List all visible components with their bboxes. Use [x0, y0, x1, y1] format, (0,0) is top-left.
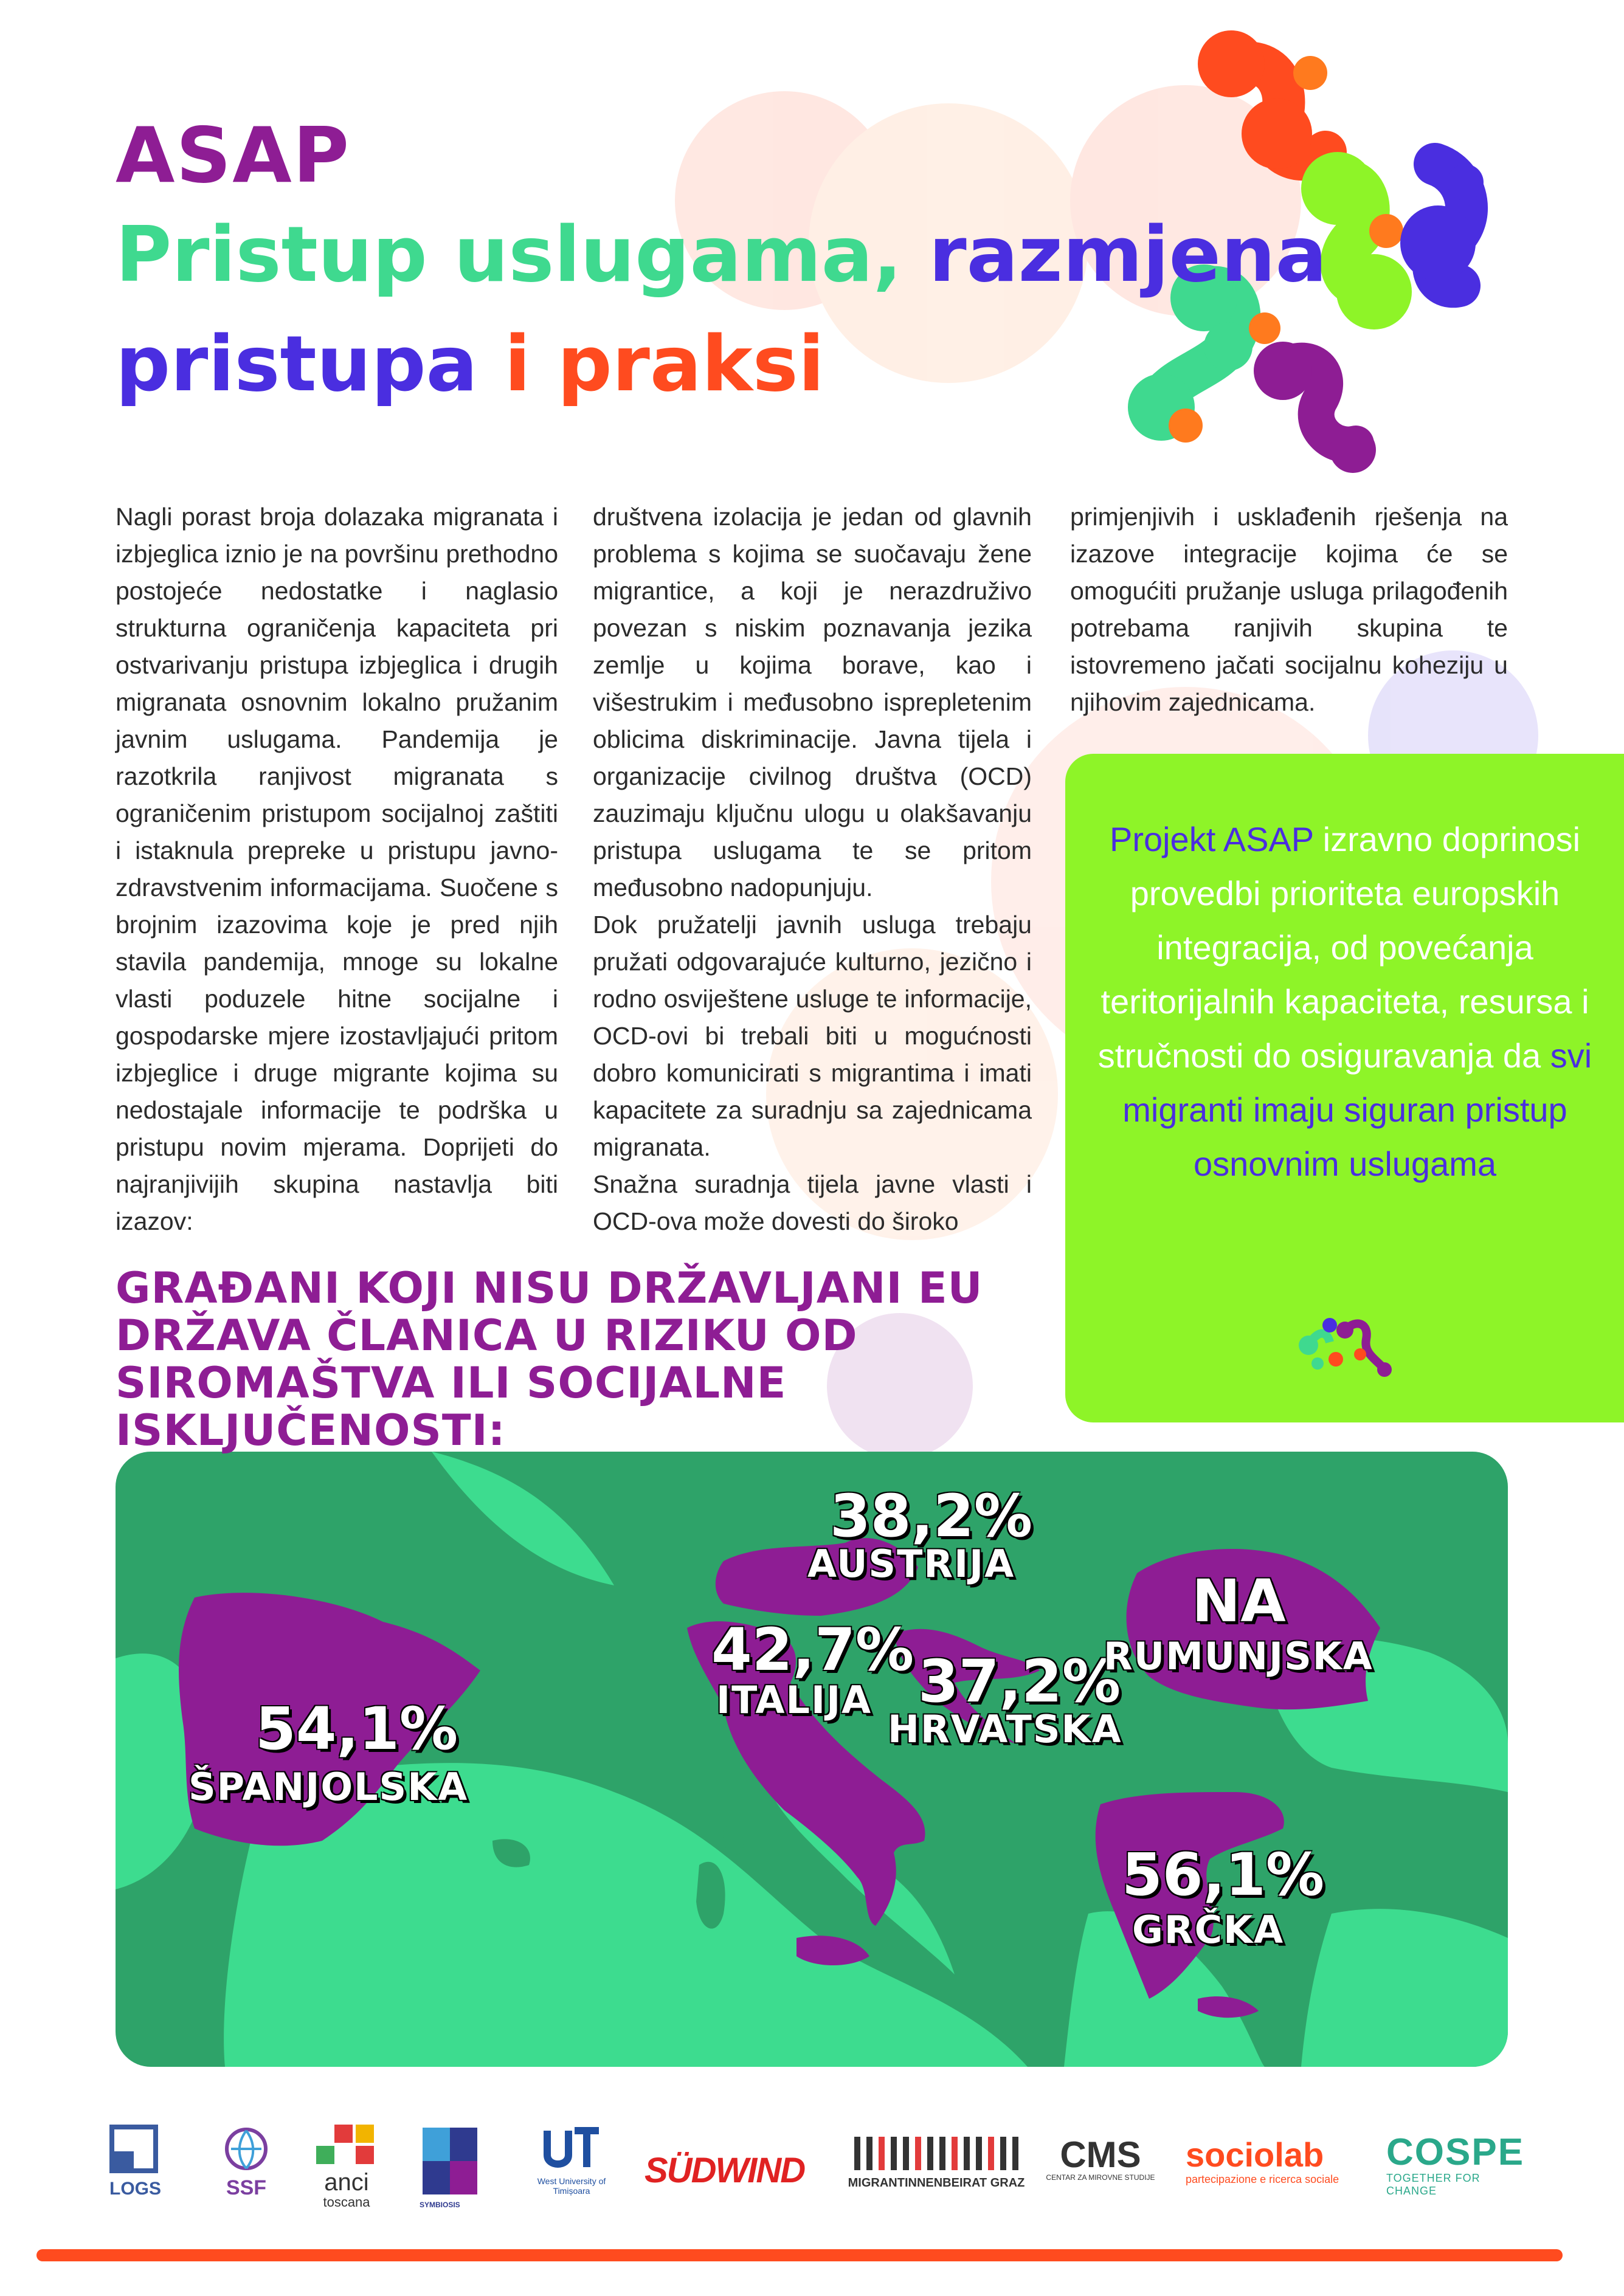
logo-cms-text: CMS	[1060, 2134, 1141, 2175]
highlight-text	[1090, 812, 1600, 1191]
romania-value: NA	[1192, 1567, 1286, 1635]
croatia-label: HRVATSKA	[888, 1707, 1122, 1751]
section-heading: GRAĐANI KOJI NISU DRŽAVLJANI EU DRŽAVA ČLANICA U RIZIKU OD SIROMAŠTVA ILI SOCIJALNE ISKLJUČENOSTI:	[116, 1263, 983, 1455]
column-2-paragraph-1: društvena izolacija je jedan od glavnih problema s kojima se suočavaju žene migrantice, a koji je nerazdruživo povezan s niskim poznavanja jezika zemlje u kojima borave, kao i višestrukim i međusobno isprepletenim oblicima diskriminacije. Javna tijela i organizacije civilnog društva (OCD) zauzimaju ključnu ulogu u olakšavanju pristupa uslugama te se pritom međusobno nadopunjuju.	[593, 503, 1032, 902]
europe-map	[116, 1452, 1508, 2067]
footer-bar	[36, 2249, 1563, 2261]
logo-anci-text: anci	[324, 2169, 369, 2196]
logo-sociolab-subtext: partecipazione e ricerca sociale	[1186, 2173, 1339, 2185]
logo-sudwind	[644, 2125, 805, 2216]
title-part-green: Pristup uslugama,	[116, 210, 902, 299]
greece-value: 56,1%	[1122, 1841, 1325, 1909]
column-3-paragraph: primjenjivih i usklađenih rješenja na izazove integracije kojima će se omogućiti pružanje usluga prilagođenih potrebama ranjivih skupina te istovremeno jačati socijalnu koheziju u njihovim zajednicama.	[1070, 503, 1508, 716]
brand-title: ASAP	[116, 111, 351, 200]
symbiosis-icon	[420, 2125, 480, 2198]
spain-label: ŠPANJOLSKA	[188, 1765, 469, 1809]
logo-symbiosis-text: SYMBIOSIS	[420, 2201, 460, 2209]
logo-sudwind-text: SÜDWIND	[644, 2150, 805, 2190]
logo-logs-text: LOGS	[109, 2179, 162, 2199]
logo-ssf-text: SSF	[226, 2176, 267, 2199]
logo-sociolab	[1186, 2125, 1356, 2216]
logo-cospe	[1386, 2125, 1532, 2216]
logo-logs	[109, 2125, 164, 2216]
title-part-blue-1: razmjena	[902, 210, 1327, 299]
logo-west-university	[529, 2125, 614, 2216]
body-column-1	[116, 498, 558, 1240]
body-column-3	[1070, 498, 1508, 721]
wut-icon	[541, 2125, 602, 2173]
spain-value: 54,1%	[255, 1695, 458, 1763]
mini-molecule-icon	[1293, 1312, 1397, 1379]
page-title-line-2	[116, 319, 824, 409]
body-column-2	[593, 498, 1032, 1240]
logo-ssf	[213, 2125, 280, 2216]
column-1-paragraph: Nagli porast broja dolazaka migranata i izbjeglica iznio je na površinu prethodno postojeće nedostatke i naglasio strukturna ograničenja kapaciteta pri ostvarivanju pristupa izbjeglica i drugih migranata osnovnim lokalno pružanim javnim uslugama. Pandemija je razotkrila ranjivost migranata s ograničenim pristupom socijalnoj zaštiti i istaknula prepreke u pristupu javno-zdravstvenim informacijama. Suočene s brojnim izazovima koje je pred njih stavila pandemija, mnoge su lokalne vlasti poduzele hitne socijalne i gospodarske mjere izostavljajući pritom izbjeglice i druge migrante kojima su nedostajale informacije te podrška u pristupu novim mjerama. Doprijeti do najranjivijih skupina nastavlja biti izazov:	[116, 503, 558, 1235]
column-2-paragraph-2: Dok pružatelji javnih usluga trebaju pružati odgovarajuće kulturno, jezično i rodno osviještene usluge te informacije, OCD-ovi bi trebali biti u mogućnosti dobro komunicirati s migrantima i imati kapacitete za suradnju sa zajednicama migranata.	[593, 911, 1032, 1161]
italy-value: 42,7%	[711, 1616, 914, 1684]
logs-icon	[109, 2125, 158, 2173]
logo-cospe-subtext: TOGETHER FOR CHANGE	[1386, 2172, 1481, 2197]
logo-sociolab-text: sociolab	[1186, 2136, 1324, 2174]
logo-migrantinnenbeirat	[845, 2125, 1028, 2216]
globe-icon	[219, 2125, 274, 2173]
italy-label: ITALIJA	[716, 1678, 872, 1722]
austria-value: 38,2%	[830, 1482, 1033, 1550]
austria-label: AUSTRIJA	[807, 1542, 1015, 1586]
page-title-line-1	[116, 210, 1327, 299]
anci-squares-icon	[310, 2125, 383, 2167]
romania-label: RUMUNJSKA	[1104, 1634, 1373, 1678]
croatia-value: 37,2%	[918, 1647, 1121, 1715]
column-2-paragraph-3: Snažna suradnja tijela javne vlasti i OCD-ova može dovesti do široko	[593, 1170, 1032, 1235]
highlight-project-name: Projekt ASAP	[1109, 820, 1314, 858]
title-part-blue-2: pristupa	[116, 319, 478, 409]
highlight-emphasis: svi migranti imaju siguran pristup osnovnim uslugama	[1122, 1036, 1592, 1183]
logo-anci	[304, 2125, 389, 2216]
logo-wut-caption: West University of Timișoara	[537, 2176, 606, 2196]
title-part-orange: i praksi	[477, 319, 824, 409]
logo-cms	[1046, 2125, 1155, 2216]
greece-label: GRČKA	[1132, 1908, 1285, 1952]
logo-cms-subtext: CENTAR ZA MIROVNE STUDIJE	[1046, 2173, 1155, 2182]
people-icon	[851, 2125, 1021, 2173]
partner-logos	[91, 2125, 1538, 2216]
logo-symbiosis	[420, 2125, 486, 2216]
logo-cospe-text: COSPE	[1386, 2131, 1525, 2173]
highlight-box	[1065, 754, 1624, 1422]
logo-migrant-text: MIGRANTINNENBEIRAT GRAZ	[848, 2176, 1025, 2190]
logo-anci-subtext: toscana	[323, 2194, 370, 2210]
highlight-body: izravno doprinosi provedbi prioriteta europskih integracija, od povećanja teritorijalnih kapaciteta, resursa i stručnosti do osiguravanja da	[1097, 820, 1589, 1075]
